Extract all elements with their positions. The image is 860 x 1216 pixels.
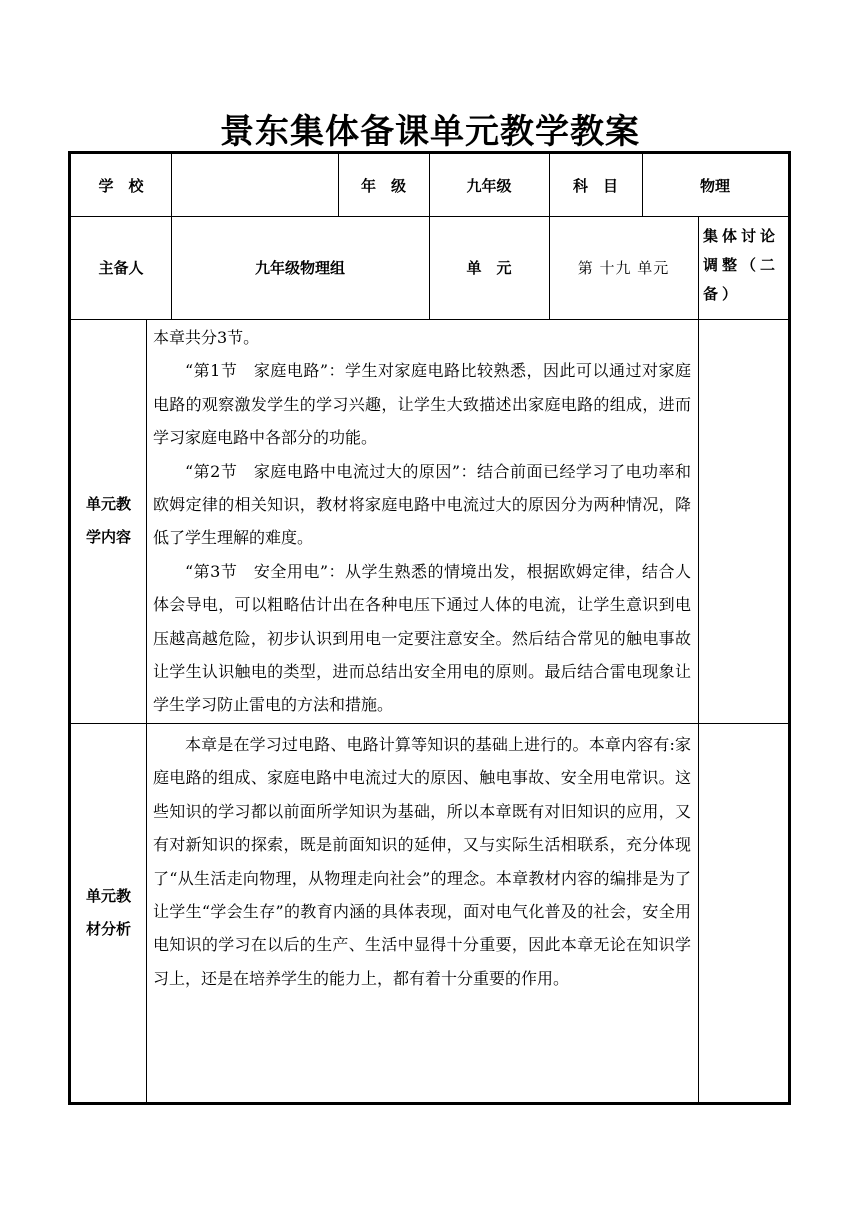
subject-label: 科 目 xyxy=(572,176,618,195)
discussion-label: 集体讨论调整（二备） xyxy=(703,227,780,303)
school-label: 学 校 xyxy=(98,176,144,195)
content-section-label: 单元教学内容 xyxy=(85,495,131,546)
preparer-value: 九年级物理组 xyxy=(254,259,345,277)
unit-value: 第 十九 单元 xyxy=(577,259,670,277)
unit-label: 单 元 xyxy=(466,259,512,277)
preparer-label: 主备人 xyxy=(98,259,144,277)
col-divider xyxy=(698,216,699,1102)
content-paragraph: “第3节 安全用电”：从学生熟悉的情境出发，根据欧姆定律，结合人体会导电，可以粗略估计出在各种电压下通过人体的电流，让学生意识到电压越高越危险，初步认识到用电一定要注意安全。然后结合常见的触电事故让学生认识触电的类型，进而总结出安全用电的原则。最后结合雷电现象让学生学习防止雷电的方法和措施。 xyxy=(153,561,691,715)
analysis-section-label: 单元教材分析 xyxy=(85,886,131,938)
content-section-body xyxy=(153,321,691,721)
page-title: 景东集体备课单元教学教案 xyxy=(220,112,640,152)
school-value xyxy=(171,154,338,216)
content-paragraph: “第1节 家庭电路”：学生对家庭电路比较熟悉，因此可以通过对家庭电路的观察激发学生的学习兴趣，让学生大致描述出家庭电路的组成，进而学习家庭电路中各部分的功能。 xyxy=(153,361,691,448)
row-divider xyxy=(71,319,788,320)
analysis-section-body xyxy=(153,728,691,1098)
content-paragraph: 本章共分3节。 xyxy=(153,328,260,347)
row-divider xyxy=(71,723,788,724)
grade-value: 九年级 xyxy=(466,176,512,195)
analysis-paragraph: 本章是在学习过电路、电路计算等知识的基础上进行的。本章内容有:家庭电路的组成、家庭电路中电流过大的原因、触电事故、安全用电常识。这些知识的学习都以前面所学知识为基础，所以本章既有对旧知识的应用，又有对新知识的探索，既是前面知识的延伸，又与实际生活相联系，充分体现了“从生活走向物理，从物理走向社会”的理念。本章教材内容的编排是为了让学生“学会生存”的教育内涵的具体表现，面对电气化普及的社会，安全用电知识的学习在以后的生产、生活中显得十分重要，因此本章无论在知识学习上，还是在培养学生的能力上，都有着十分重要的作用。 xyxy=(153,735,691,988)
lesson-plan-table xyxy=(68,151,791,1105)
subject-value: 物理 xyxy=(699,176,730,195)
col-divider xyxy=(146,319,147,1102)
content-paragraph: “第2节 家庭电路中电流过大的原因”：结合前面已经学习了电功率和欧姆定律的相关知识，教材将家庭电路中电流过大的原因分为两种情况，降低了学生理解的难度。 xyxy=(153,461,691,548)
grade-label: 年 级 xyxy=(360,176,406,195)
